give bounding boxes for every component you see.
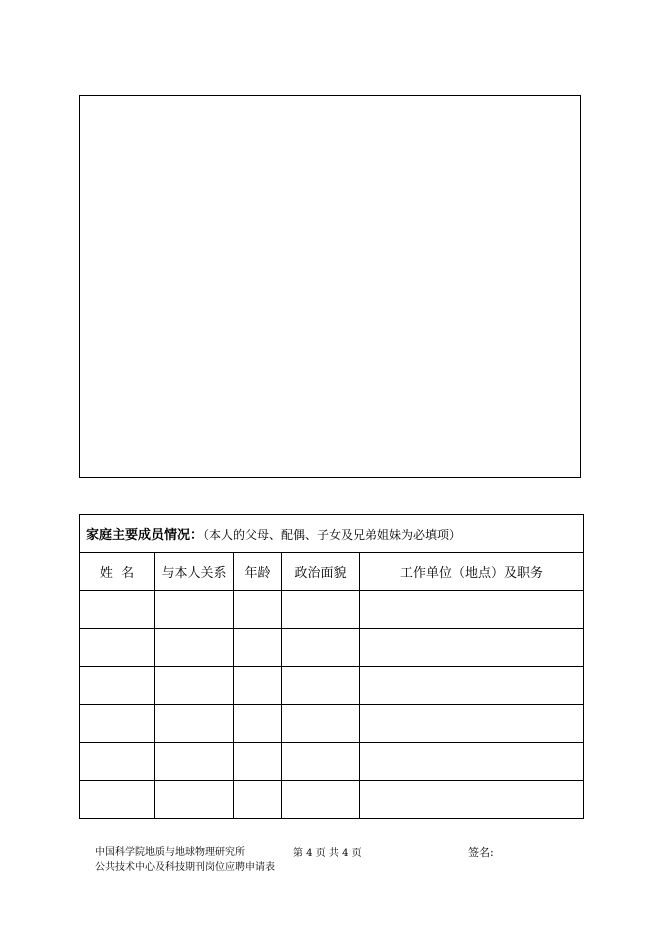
column-header-relationship: 与本人关系	[155, 553, 234, 591]
cell-name[interactable]	[80, 705, 155, 743]
cell-political-status[interactable]	[282, 781, 360, 819]
cell-age[interactable]	[234, 629, 282, 667]
table-row	[80, 629, 584, 667]
table-row	[80, 705, 584, 743]
cell-name[interactable]	[80, 781, 155, 819]
footer-org-line2: 公共技术中心及科技期刊岗位应聘申请表	[95, 862, 275, 873]
cell-age[interactable]	[234, 667, 282, 705]
cell-relationship[interactable]	[155, 667, 234, 705]
column-header-work-unit: 工作单位（地点）及职务	[360, 553, 584, 591]
cell-name[interactable]	[80, 629, 155, 667]
cell-work-unit[interactable]	[360, 781, 584, 819]
cell-name[interactable]	[80, 667, 155, 705]
cell-age[interactable]	[234, 781, 282, 819]
page-number: 第 4 页 共 4 页	[293, 848, 362, 859]
cell-political-status[interactable]	[282, 591, 360, 629]
table-row	[80, 667, 584, 705]
cell-relationship[interactable]	[155, 705, 234, 743]
cell-political-status[interactable]	[282, 667, 360, 705]
cell-relationship[interactable]	[155, 591, 234, 629]
column-header-name: 姓 名	[80, 553, 155, 591]
family-title-row	[80, 515, 584, 553]
cell-relationship[interactable]	[155, 743, 234, 781]
cell-political-status[interactable]	[282, 743, 360, 781]
cell-work-unit[interactable]	[360, 667, 584, 705]
signature-label: 签名:	[468, 846, 494, 859]
family-section-title: 家庭主要成员情况：	[86, 528, 204, 543]
column-header-age: 年龄	[234, 553, 282, 591]
cell-age[interactable]	[234, 705, 282, 743]
cell-age[interactable]	[234, 591, 282, 629]
table-row	[80, 743, 584, 781]
table-header-row	[80, 553, 584, 591]
cell-name[interactable]	[80, 743, 155, 781]
cell-political-status[interactable]	[282, 629, 360, 667]
footer-org-line1: 中国科学院地质与地球物理研究所	[95, 847, 245, 858]
family-section-note: （本人的父母、配偶、子女及兄弟姐妹为必填项）	[203, 528, 462, 542]
cell-age[interactable]	[234, 743, 282, 781]
cell-relationship[interactable]	[155, 629, 234, 667]
cell-work-unit[interactable]	[360, 591, 584, 629]
column-header-political-status: 政治面貌	[282, 553, 360, 591]
blank-content-box	[79, 95, 581, 478]
cell-name[interactable]	[80, 591, 155, 629]
cell-relationship[interactable]	[155, 781, 234, 819]
table-row	[80, 591, 584, 629]
family-members-table	[79, 514, 584, 819]
family-title-cell	[80, 515, 584, 553]
table-row	[80, 781, 584, 819]
cell-work-unit[interactable]	[360, 629, 584, 667]
footer-organization	[95, 845, 275, 875]
cell-political-status[interactable]	[282, 705, 360, 743]
cell-work-unit[interactable]	[360, 743, 584, 781]
cell-work-unit[interactable]	[360, 705, 584, 743]
